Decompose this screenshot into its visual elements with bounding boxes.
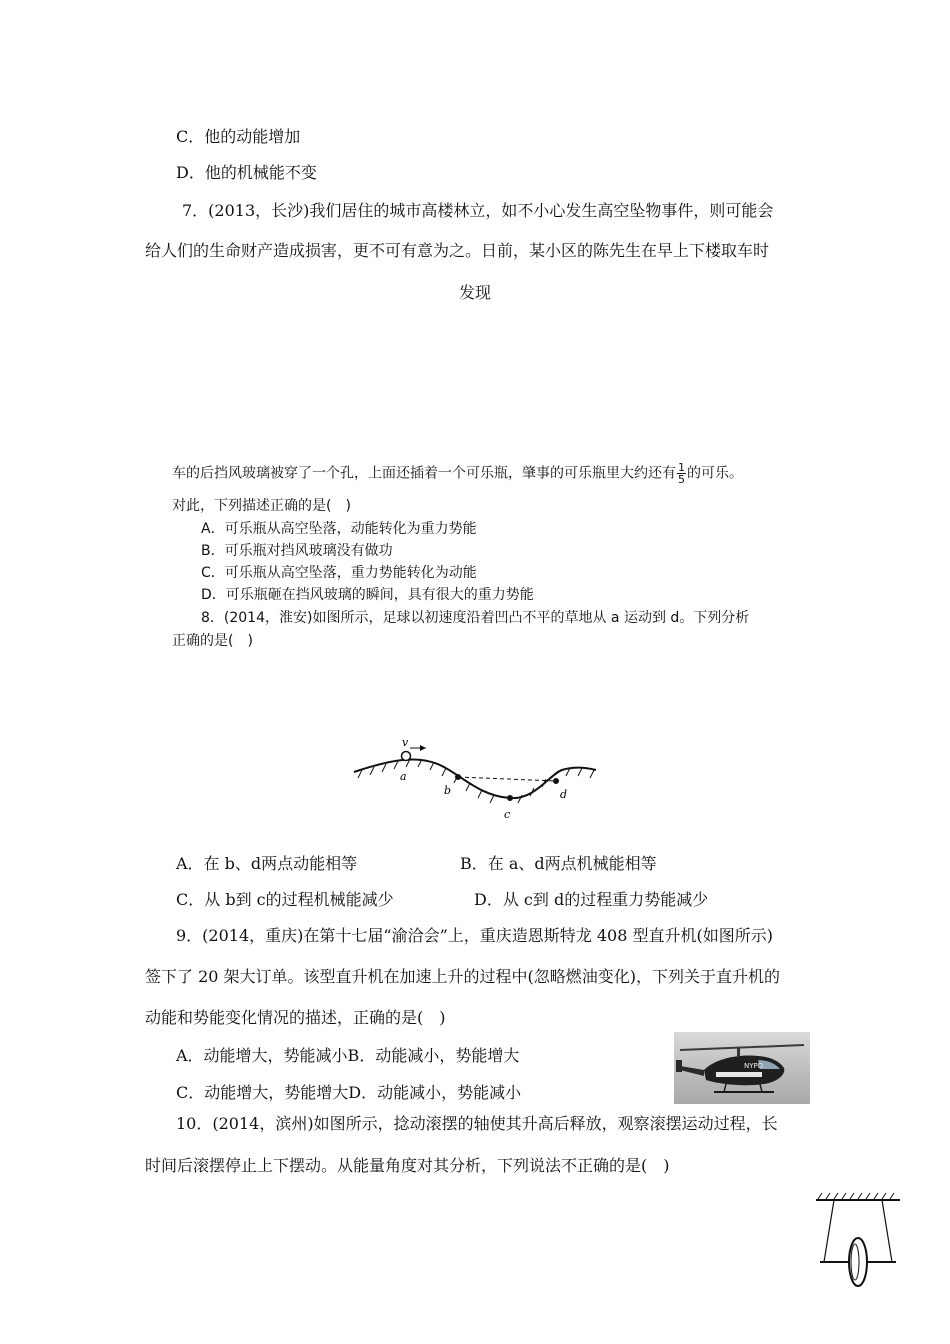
helicopter-rotor [680,1045,804,1050]
q9-text-line2: 签下了 20 架大订单。该型直升机在加速上升的过程中(忽略燃油变化)，下列关于直升机的 [145,967,781,986]
q10-text-line2: 时间后滚摆停止上下摆动。从能量角度对其分析，下列说法不正确的是( ) [145,1156,670,1175]
q8-text-line2: 正确的是( ) [172,633,253,649]
q9-options-row2: C．动能增大，势能增大D．动能减小，势能减小 [176,1083,522,1102]
q9-options-row1: A．动能增大，势能减小B．动能减小，势能增大 [176,1046,520,1065]
q7-text-line2: 给人们的生命财产造成损害，更不可有意为之。日前，某小区的陈先生在早上下楼取车时 [145,241,770,260]
helicopter-photo [674,1032,810,1104]
ceiling-hatching [818,1193,894,1199]
q7-scan-text-after: 的可乐。 [687,465,743,482]
q8-terrain-figure [350,734,600,824]
q8-option-c: C．从 b到 c的过程机械能减少 [176,890,394,909]
helicopter-tail-boom [680,1066,704,1076]
helicopter-graphic [674,1032,810,1104]
label-v: v [402,736,409,749]
q7-scan-text-before: 车的后挡风玻璃被穿了一个孔，上面还插着一个可乐瓶，肇事的可乐瓶里大约还有 [172,465,676,482]
q6-option-c: C．他的动能增加 [176,127,301,146]
q10-text-line1: 10．(2014，滨州)如图所示，捻动滚摆的轴使其升高后释放，观察滚摆运动过程，长 [176,1114,778,1133]
skid-strut-rear [760,1084,762,1092]
q8-option-a: A．在 b、d两点动能相等 [176,854,358,873]
q7-fraction-denominator: 5 [678,473,685,486]
rotor-mast [737,1048,740,1056]
right-string [882,1200,892,1262]
q8-text-line1: 8．(2014，淮安)如图所示，足球以初速度沿着凹凸不平的草地从 a 运动到 d。下列分析 [201,610,750,626]
q8-option-b: B．在 a、d两点机械能相等 [460,854,657,873]
q7-option-b: B．可乐瓶对挡风玻璃没有做功 [201,543,393,559]
helicopter-tail-fin [676,1060,682,1072]
velocity-arrowhead [420,745,426,751]
football-ball [402,752,411,761]
pendulum-wheel [849,1238,867,1286]
q6-option-d: D．他的机械能不变 [176,163,317,182]
label-a: a [400,770,407,783]
helicopter-mark: NYPD [744,1062,764,1070]
q7-scan-line1 [172,462,743,485]
q7-option-d: D．可乐瓶砸在挡风玻璃的瞬间，具有很大的重力势能 [201,587,534,603]
skid-strut-front [724,1084,726,1092]
point-b [455,774,461,780]
helicopter-stripe [716,1072,762,1077]
label-d: d [560,788,568,801]
point-d [553,778,559,784]
q8-option-d: D．从 c到 d的过程重力势能减少 [474,890,709,909]
label-b: b [444,784,452,797]
q7-option-c: C．可乐瓶从高空坠落，重力势能转化为动能 [201,565,477,581]
q7-text-line3: 发现 [459,283,492,302]
q7-text-line1: 7．(2013，长沙)我们居住的城市高楼林立，如不小心发生高空坠物事件，则可能会 [182,201,774,220]
b-to-d-dashed-line [458,777,556,781]
label-c: c [504,808,511,821]
q7-fraction-numerator: 1 [678,461,685,474]
q7-scan-line2: 对此，下列描述正确的是( ) [172,498,351,514]
q7-fraction [677,462,686,485]
q9-text-line1: 9．(2014，重庆)在第十七届“渝洽会”上，重庆造恩斯特龙 408 型直升机(如图所示) [176,926,773,945]
q7-option-a: A．可乐瓶从高空坠落，动能转化为重力势能 [201,521,477,537]
q9-text-line3: 动能和势能变化情况的描述，正确的是( ) [145,1008,446,1027]
point-c [507,795,513,801]
maxwell-pendulum-figure [808,1192,908,1300]
helicopter-body [704,1056,784,1086]
left-string [824,1200,834,1262]
